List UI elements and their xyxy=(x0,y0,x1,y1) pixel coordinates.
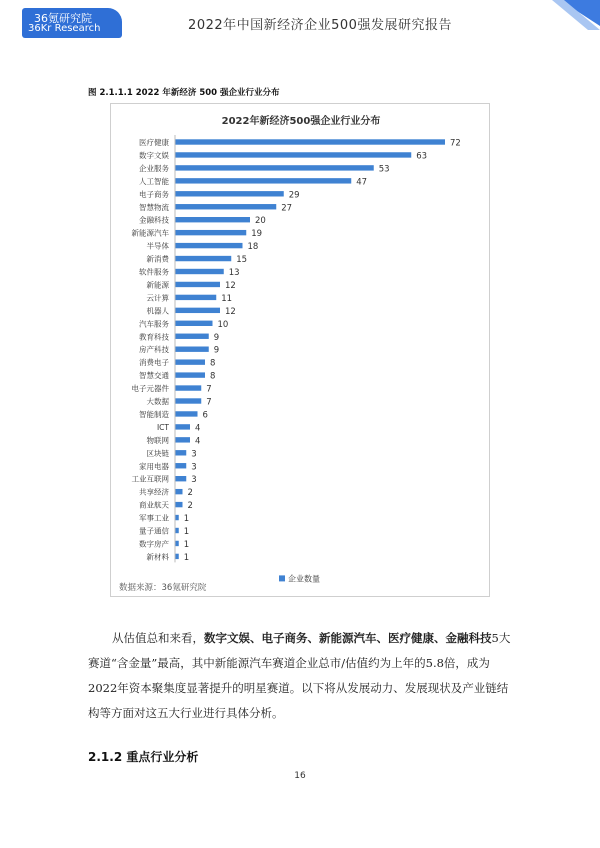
logo-text-en: 36Kr Research xyxy=(28,23,101,34)
data-label: 9 xyxy=(213,332,220,343)
bar xyxy=(175,359,205,364)
data-label: 9 xyxy=(213,345,220,356)
data-label: 1 xyxy=(183,539,190,550)
page-number: 16 xyxy=(294,771,306,781)
logo-text-cn: 36氪研究院 xyxy=(34,12,92,25)
bar xyxy=(175,398,201,403)
data-label: 2 xyxy=(187,501,193,512)
category-label: 数字房产 xyxy=(139,539,169,549)
bar xyxy=(175,243,243,248)
category-label: 物联网 xyxy=(146,435,169,445)
category-label: 汽车服务 xyxy=(139,319,169,329)
bar xyxy=(175,437,190,442)
category-label: 消费电子 xyxy=(139,358,169,368)
category-label: 机器人 xyxy=(146,306,169,316)
paragraph-highlight: 数字文娱、电子商务、新能源汽车、医疗健康、金融科技 xyxy=(204,631,492,645)
bar xyxy=(175,204,276,209)
section-heading: 2.1.2 重点行业分析 xyxy=(88,750,199,764)
data-label: 18 xyxy=(247,242,259,253)
bar xyxy=(175,178,351,183)
data-label: 4 xyxy=(195,423,201,434)
category-label: 数字文娱 xyxy=(139,150,169,160)
category-label: 区块链 xyxy=(146,448,169,458)
bar xyxy=(175,528,179,533)
bar xyxy=(175,489,183,494)
data-label: 72 xyxy=(450,138,461,149)
bar xyxy=(175,372,205,377)
bar xyxy=(175,424,190,429)
bar xyxy=(175,541,179,546)
category-label: 新能源汽车 xyxy=(131,228,169,238)
data-label: 13 xyxy=(228,268,240,278)
bar xyxy=(175,165,374,170)
report-title: 2022年中国新经济企业500强发展研究报告 xyxy=(188,18,452,33)
category-label: 智能制造 xyxy=(139,409,169,419)
data-label: 3 xyxy=(191,462,197,473)
analysis-paragraph xyxy=(88,626,518,726)
paragraph-intro: 从估值总和来看， xyxy=(112,631,204,645)
category-label: 共享经济 xyxy=(139,487,169,497)
bar xyxy=(175,334,209,339)
data-label: 12 xyxy=(225,280,236,291)
category-label: 半导体 xyxy=(146,241,169,251)
bar xyxy=(175,230,246,235)
bar xyxy=(175,139,445,144)
category-label: 新消费 xyxy=(146,254,169,264)
data-label: 1 xyxy=(183,527,190,537)
category-label: 电子元器件 xyxy=(131,384,169,394)
bar-chart xyxy=(111,104,491,598)
legend-label: 企业数量 xyxy=(288,574,320,584)
bar xyxy=(175,463,186,468)
category-label: 新材料 xyxy=(146,552,169,562)
bar xyxy=(175,152,411,157)
data-label: 3 xyxy=(191,449,197,460)
category-label: 智慧物流 xyxy=(139,202,169,212)
data-label: 53 xyxy=(378,164,390,175)
data-label: 10 xyxy=(217,319,229,330)
category-label: 电子商务 xyxy=(139,189,169,199)
header-corner-decoration xyxy=(530,0,600,30)
category-label: 新能源 xyxy=(146,280,169,290)
category-label: ICT xyxy=(156,422,169,432)
chart-container xyxy=(110,103,490,597)
bar xyxy=(175,502,183,507)
data-label: 8 xyxy=(210,371,216,382)
data-label: 12 xyxy=(225,306,236,317)
category-label: 软件服务 xyxy=(139,267,169,277)
36kr-research-logo xyxy=(22,8,122,38)
data-label: 1 xyxy=(183,552,190,563)
category-label: 教育科技 xyxy=(139,332,169,342)
bar xyxy=(175,321,213,326)
figure-caption: 图 2.1.1.1 2022 年新经济 500 强企业行业分布 xyxy=(88,88,280,98)
bar xyxy=(175,295,216,300)
data-label: 29 xyxy=(288,190,300,201)
category-label: 工业互联网 xyxy=(131,474,169,484)
bar xyxy=(175,515,179,520)
category-label: 商业航天 xyxy=(139,500,169,510)
bar xyxy=(175,385,201,390)
category-label: 大数据 xyxy=(146,397,169,406)
category-label: 量子通信 xyxy=(139,526,169,536)
category-label: 云计算 xyxy=(146,293,169,303)
data-label: 7 xyxy=(206,384,212,395)
bar xyxy=(175,476,186,481)
data-label: 19 xyxy=(251,229,263,240)
page-header xyxy=(0,0,600,44)
category-label: 家用电器 xyxy=(139,461,169,471)
bar xyxy=(175,450,186,455)
bar xyxy=(175,269,224,274)
bar xyxy=(175,217,250,222)
data-label: 6 xyxy=(202,410,208,421)
data-label: 15 xyxy=(236,255,248,266)
bar xyxy=(175,191,284,196)
category-label: 智慧交通 xyxy=(139,371,169,381)
category-label: 军事工业 xyxy=(139,513,169,523)
paragraph-body: 5大赛道“含金量”最高，其中新能源汽车赛道企业总市/估值约为上年的5.8倍，成为2022年资本聚集度显著提升的明星赛道。以下将从发展动力、发展现状及产业链结构等方面对这五大行业进行具体分析。 xyxy=(88,631,511,720)
bar xyxy=(175,308,220,313)
category-label: 房产科技 xyxy=(139,345,169,355)
data-label: 20 xyxy=(255,216,266,227)
chart-title: 2022年新经济500强企业行业分布 xyxy=(221,116,381,127)
category-label: 医疗健康 xyxy=(139,138,169,147)
data-label: 11 xyxy=(221,293,233,304)
data-label: 47 xyxy=(356,177,368,188)
bar xyxy=(175,554,179,559)
data-label: 2 xyxy=(187,488,193,499)
data-source: 数据来源：36氪研究院 xyxy=(119,583,207,593)
data-label: 8 xyxy=(210,358,216,369)
bar xyxy=(175,347,209,352)
data-label: 4 xyxy=(195,436,201,447)
category-label: 金融科技 xyxy=(139,215,169,225)
data-label: 27 xyxy=(281,203,293,214)
bar xyxy=(175,411,198,416)
bar xyxy=(175,256,231,261)
data-label: 63 xyxy=(416,151,428,162)
data-label: 7 xyxy=(206,397,212,408)
category-label: 人工智能 xyxy=(139,176,169,186)
category-label: 企业服务 xyxy=(139,163,169,173)
legend-swatch xyxy=(279,575,285,581)
data-label: 1 xyxy=(183,514,190,525)
data-label: 3 xyxy=(191,475,197,486)
bar xyxy=(175,282,220,287)
